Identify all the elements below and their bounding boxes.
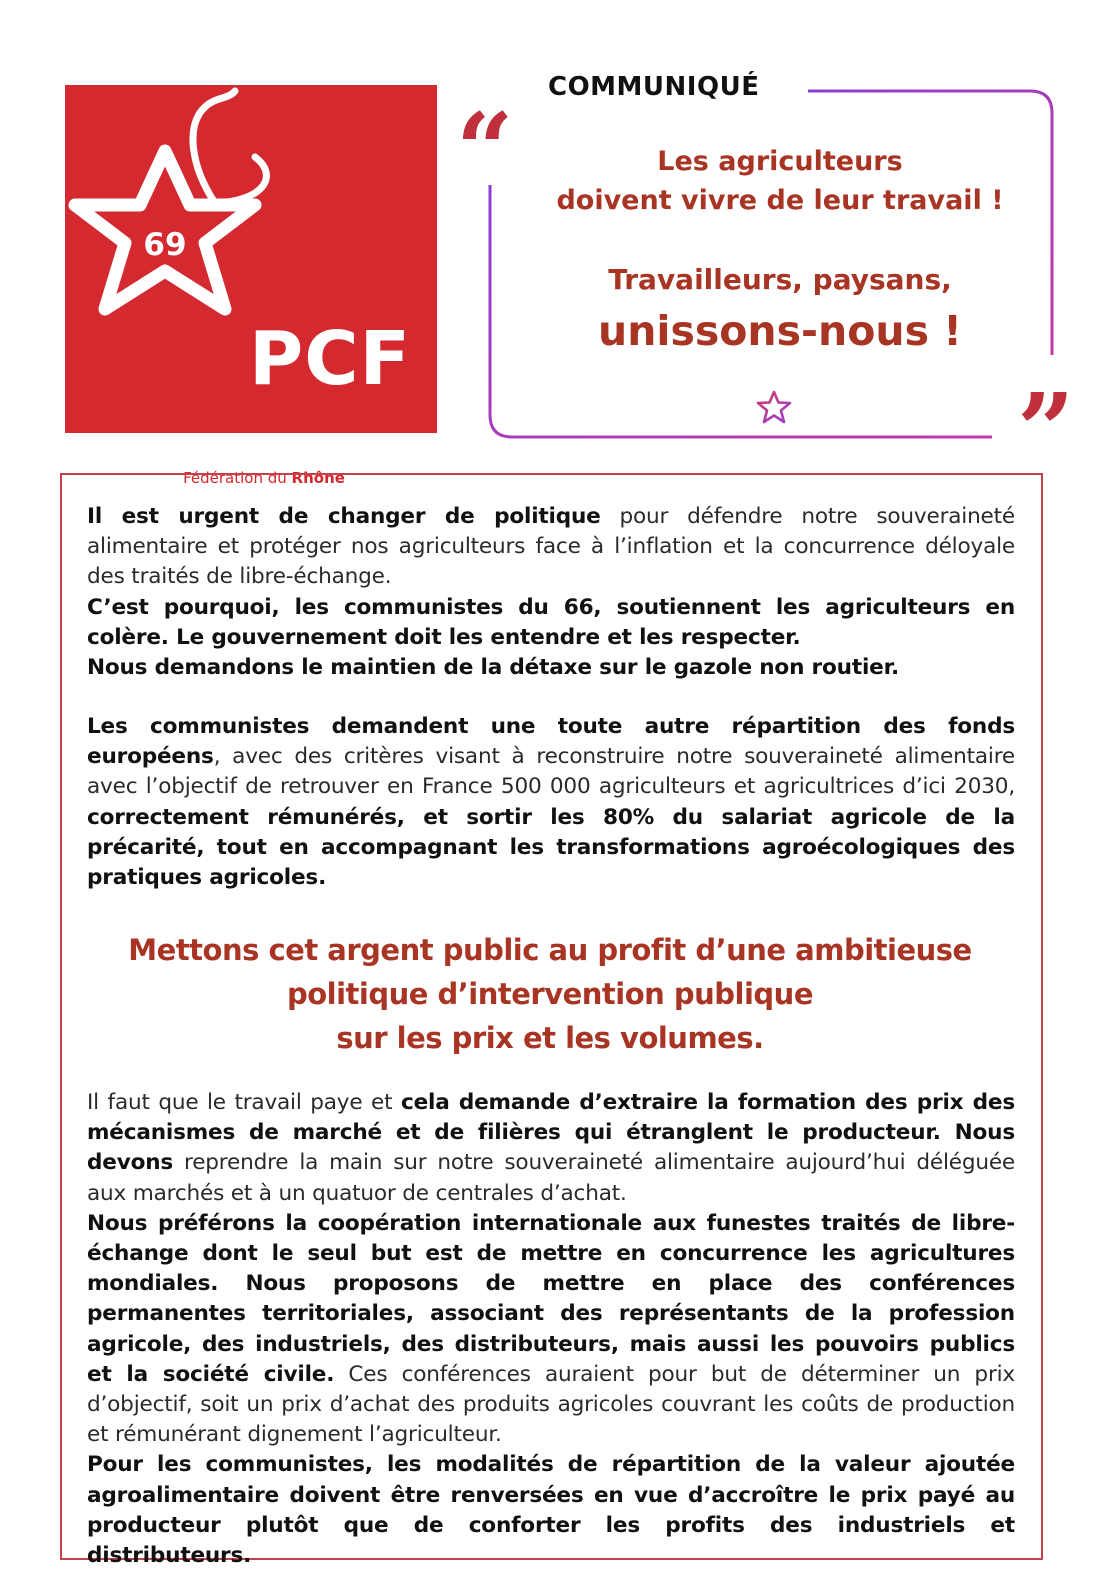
party-acronym: PCF <box>249 316 412 402</box>
headline-line-2: doivent vivre de leur travail ! <box>556 185 1004 216</box>
federation-prefix: Fédération du <box>183 469 292 487</box>
paragraph-2 <box>87 712 1015 893</box>
communique-frame <box>0 0 1099 460</box>
p4-intro-bold: cela demande d’extraire la formation des prix des mécanismes de marché et de filières qui étranglent le producteur. Nous devons <box>87 1090 1015 1176</box>
p1-demand-bold: Nous demandons le maintien de la détaxe sur le gazole non routier. <box>87 655 899 681</box>
federation-name: Rhône <box>291 469 345 487</box>
paragraph-1 <box>87 502 1015 683</box>
communique-label: COMMUNIQUÉ <box>548 72 760 102</box>
p4-conclusion-bold: Pour les communistes, les modalités de répartition de la valeur ajoutée agroalimentaire doivent être renversées en vue d’accroître le prix payé au producteur plutôt que de conforter les profits des industriels et distributeurs. <box>87 1452 1015 1569</box>
star-outline-icon <box>754 389 794 427</box>
p2-intro-rest: , avec des critères visant à reconstruire notre souveraineté alimentaire avec l’objectif de retrouver en France 500 000 agriculteurs et agricultrices d’ici 2030, <box>87 744 1015 800</box>
emphasis-statement <box>70 928 1030 1060</box>
headline-line-3: Travailleurs, paysans, <box>608 263 952 296</box>
p1-intro-bold: Il est urgent de changer de politique <box>87 504 601 529</box>
headline-line-1: Les agriculteurs <box>657 146 903 177</box>
p1-intro-rest: pour défendre notre souveraineté alimentaire et protéger nos agriculteurs face à l’inflation et la concurrence déloyale des traités de libre-échange. <box>87 504 1015 590</box>
emphasis-line-3: sur les prix et les volumes. <box>336 1021 764 1055</box>
emphasis-line-1: Mettons cet argent public au profit d’une ambitieuse <box>128 933 972 967</box>
p1-support-bold: C’est pourquoi, les communistes du 66, soutiennent les agriculteurs en colère. Le gouvernement doit les entendre et les respecter. <box>87 594 1015 650</box>
p2-intro-bold: Les communistes demandent une toute autre répartition des fonds européens <box>87 714 1015 770</box>
federation-number: 69 <box>143 227 187 263</box>
paragraph-4 <box>87 1088 1015 1571</box>
headline-line-4: unissons-nous ! <box>598 307 962 355</box>
party-name: PARTI COMMUNISTE FRANÇAIS <box>113 434 417 452</box>
p4-cooperation-rest: Ces conférences auraient pour but de déterminer un prix d’objectif, soit un prix d’achat des produits agricoles couvrant les coûts de production et rémunérant dignement l’agriculteur. <box>87 1361 1016 1448</box>
close-quote-mark: ” <box>1017 371 1075 489</box>
p4-cooperation-bold: Nous préférons la coopération internationale aux funestes traités de libre-échange dont le seul but est de mettre en concurrence les agricultures mondiales. Nous proposons de mettre en place des conférences permanentes territoriales, associant des représentants de la profession agricole, des industriels, des distributeurs, mais aussi les pouvoirs publics et la société civile. <box>87 1210 1015 1387</box>
p4-intro-rest: reprendre la main sur notre souveraineté alimentaire aujourd’hui déléguée aux marchés et à un quatuor de centrales d’achat. <box>87 1150 1015 1206</box>
emphasis-line-2: politique d’intervention publique <box>286 977 814 1011</box>
p4-intro-plain: Il faut que le travail paye et <box>87 1090 401 1115</box>
open-quote-mark: “ <box>456 91 514 209</box>
p2-end-bold: correctement rémunérés, et sortir les 80% du salariat agricole de la précarité, tout en accompagnant les transformations agroécologiques des pratiques agricoles. <box>87 804 1015 891</box>
